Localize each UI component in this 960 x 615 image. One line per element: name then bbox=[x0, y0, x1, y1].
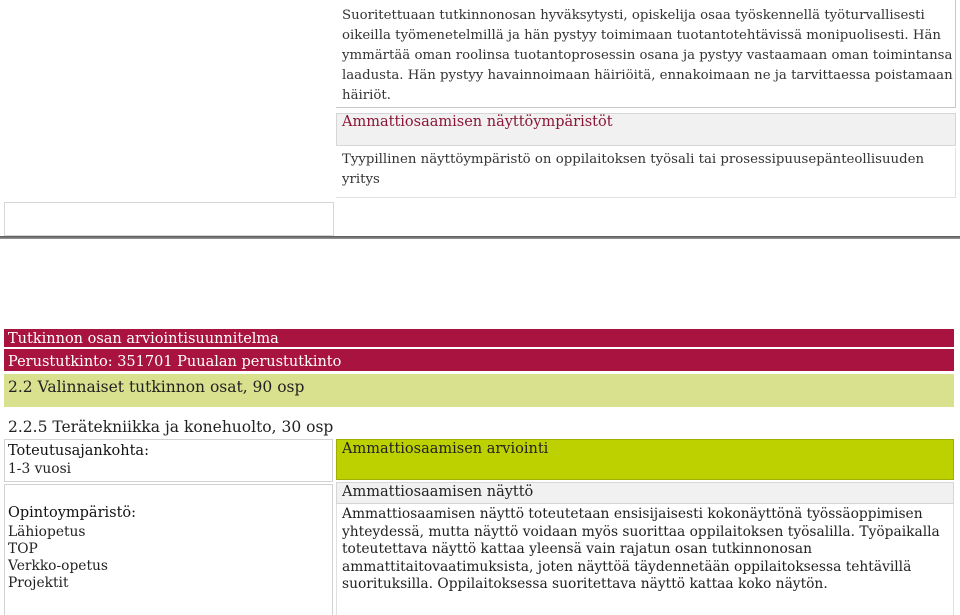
list-item: TOP bbox=[8, 541, 38, 557]
environment-heading: Ammattiosaamisen näyttöympäristöt bbox=[342, 114, 613, 130]
basic-degree: Perustutkinto: 351701 Puualan perustutkinto bbox=[8, 354, 342, 370]
demonstration-text: Ammattiosaamisen näyttö toteutetaan ensisijaisesti kokonäyttönä työssäoppimisen yhteydessä, mutta näyttö voidaan myös suorittaa oppilaitoksen työsalilla. Työpaikalla toteutettava näyttö kattaa yleensä vain rajatun osan tutkinnonosan ammattitaitovaatimuksista, joten näyttöä täydennetään oppilaitoksessa tehtävillä suorituksilla. Oppilaitoksessa suoritettava näyttö kattaa koko näytön. bbox=[342, 506, 940, 592]
unit-title: 2.2.5 Terätekniikka ja konehuolto, 30 osp bbox=[8, 418, 334, 436]
empty-table-cell bbox=[4, 202, 334, 236]
timing-label: Toteutusajankohta: bbox=[8, 443, 149, 459]
top-left-empty-cell bbox=[0, 0, 334, 196]
timing-value: 1-3 vuosi bbox=[8, 461, 72, 477]
list-item: Projektit bbox=[8, 575, 69, 591]
list-item: Lähiopetus bbox=[8, 524, 86, 540]
learning-outcome-text: Suoritettuaan tutkinnonosan hyväksytysti, opiskelija osaa työskennellä työturvallisesti oikeilla työmenetelmillä ja hän pystyy toimimaan tuotantotehtävissä monipuolisesti. Hän ymmärtää oman roolinsa tuotantoprosessin osana ja pystyy vastaamaan oman toimintansa laadusta. Hän pystyy havainnoimaan häiriöitä, ennakoimaan ne ja tarvittaessa poistamaan häiriöt. bbox=[342, 8, 953, 103]
study-environment-list bbox=[8, 524, 108, 592]
environment-text: Tyypillinen näyttöympäristö on oppilaitoksen työsali tai prosessipuusepänteollisuuden yritys bbox=[342, 152, 925, 187]
demonstration-heading: Ammattiosaamisen näyttö bbox=[342, 484, 534, 500]
study-environment-label: Opintoympäristö: bbox=[8, 505, 137, 521]
assessment-heading: Ammattiosaamisen arviointi bbox=[342, 441, 549, 457]
table-divider bbox=[0, 236, 960, 239]
optional-units-heading: 2.2 Valinnaiset tutkinnon osat, 90 osp bbox=[8, 378, 305, 396]
plan-title: Tutkinnon osan arviointisuunnitelma bbox=[8, 331, 279, 347]
list-item: Verkko-opetus bbox=[8, 558, 108, 574]
